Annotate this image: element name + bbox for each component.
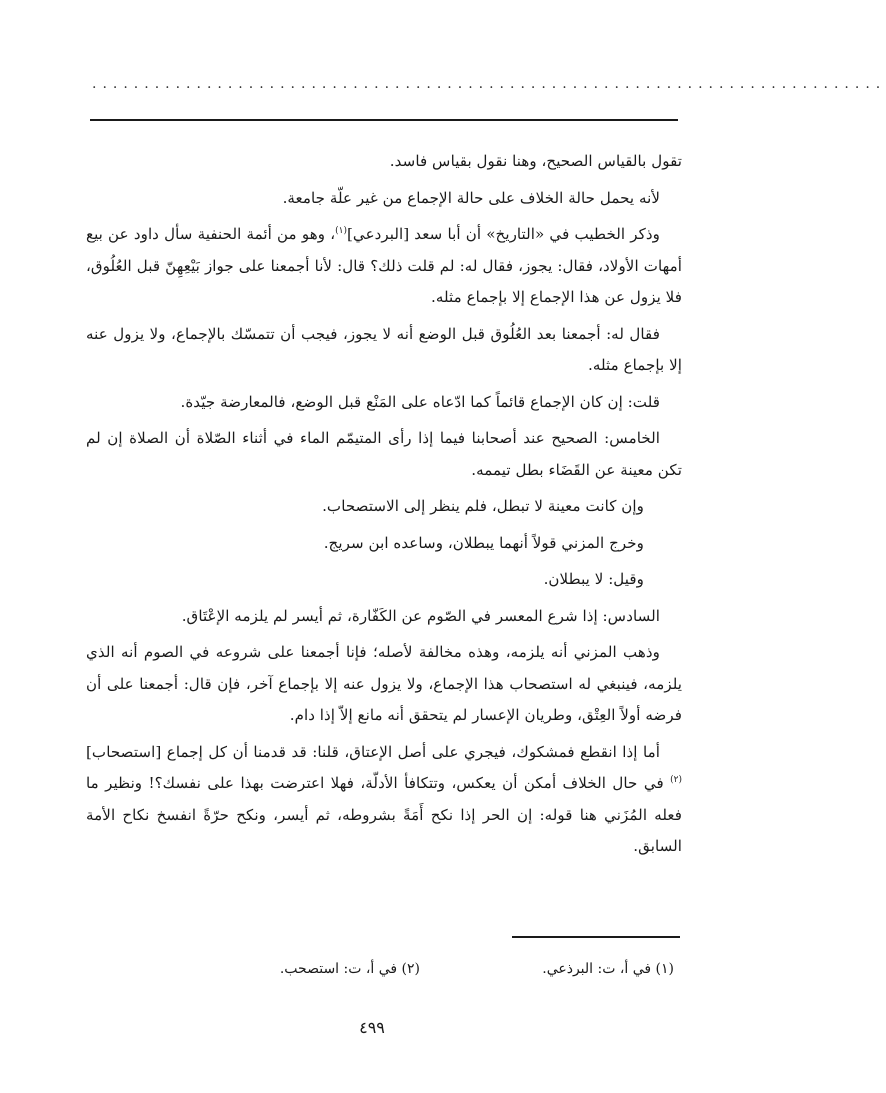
paragraph-text: في حال الخلاف أمكن أن يعكس، وتتكافأ الأدلّة، فهلا اعترضت بهذا على نفسك؟! ونظير ما فعله المُزَني هنا قوله: إن الحر إذا نكح أَمَةً بشروطه، ثم أيسر، ونكح حرّةً انفسخ نكاح الأمة السابق. (86, 774, 682, 855)
paragraph-text: فقال له: أجمعنا بعد العُلُوق قبل الوضع أنه لا يجوز، فيجب أن تتمسّك بالإجماع، ولا يزول عنه إلا بإجماع مثله. (86, 324, 682, 374)
paragraph-text: وخرج المزني قولاً أنهما يبطلان، وساعده ابن سريج. (323, 533, 644, 552)
paragraph (86, 219, 682, 314)
paragraph-text: وإن كانت معينة لا تبطل، فلم ينظر إلى الاستصحاب. (322, 497, 644, 515)
footnote-2: (٢) في أ، ت: استصحب. (279, 961, 420, 977)
header-dotted-line: ............................................................................ (92, 76, 886, 92)
paragraph-text: قلت: إن كان الإجماع قائماً كما ادّعاه على المَنْع قبل الوضع، فالمعارضة جيّدة. (180, 392, 660, 411)
page-number: ٤٩٩ (359, 1018, 385, 1037)
paragraph (86, 564, 682, 596)
paragraph-text: السادس: إذا شرع المعسر في الصّوم عن الكَفّارة، ثم أيسر لم يلزمه الإعْتَاق. (181, 606, 660, 625)
paragraph (86, 387, 682, 419)
main-text (86, 146, 682, 868)
paragraph (86, 146, 682, 178)
paragraph (86, 423, 682, 486)
paragraph-text: وذهب المزني أنه يلزمه، وهذه مخالفة لأصله؛ فإنا أجمعنا على شروعه في الصوم أنه الذي يلزمه، فينبغي له استصحاب هذا الإجماع، ولا يزول عنه إلا بإجماع آخر، فإن قال: أجمعنا على أن فرضه أولاً العِتْق، وطريان الإعسار لم يتحقق أنه مانع إلاّ إذا دام. (86, 643, 682, 724)
paragraph (86, 637, 682, 732)
paragraph-text: لأنه يحمل حالة الخلاف على حالة الإجماع من غير علّة جامعة. (282, 188, 660, 207)
paragraph (86, 319, 682, 382)
paragraph (86, 601, 682, 633)
paragraph-text: تقول بالقياس الصحيح، وهنا نقول بقياس فاسد. (389, 152, 682, 170)
paragraph (86, 183, 682, 215)
footnote-marker: (٢) (670, 774, 682, 785)
paragraph-text: أما إذا انقطع فمشكوك، فيجري على أصل الإعتاق، قلنا: قد قدمنا أن كل إجماع [استصحاب] (86, 742, 660, 761)
paragraph-text: وقيل: لا يبطلان. (543, 570, 644, 588)
paragraph (86, 491, 682, 523)
header-rule (90, 119, 678, 121)
paragraph-text: ، وهو من أئمة الحنفية سأل داود عن بيع أمهات الأولاد، فقال: يجوز، فقال له: لم قلت ذلك؟ قال: لأنا أجمعنا على جواز بَيْعِهِنّ قبل العُلُوق، فلا يزول عن هذا الإجماع إلا بإجماع مثله. (86, 225, 682, 306)
footnote-separator (512, 936, 680, 938)
paragraph (86, 528, 682, 560)
footnote-marker: (١) (335, 225, 347, 236)
paragraph (86, 737, 682, 863)
paragraph-text: وذكر الخطيب في «التاريخ» أن أبا سعد [البردعي] (346, 225, 660, 243)
footnote-1: (١) في أ، ت: البرذعي. (542, 961, 674, 977)
paragraph-text: الخامس: الصحيح عند أصحابنا فيما إذا رأى المتيمّم الماء في أثناء الصّلاة أن الصلاة إن لم تكن معينة عن القَضَاء بطل تيممه. (86, 429, 682, 479)
